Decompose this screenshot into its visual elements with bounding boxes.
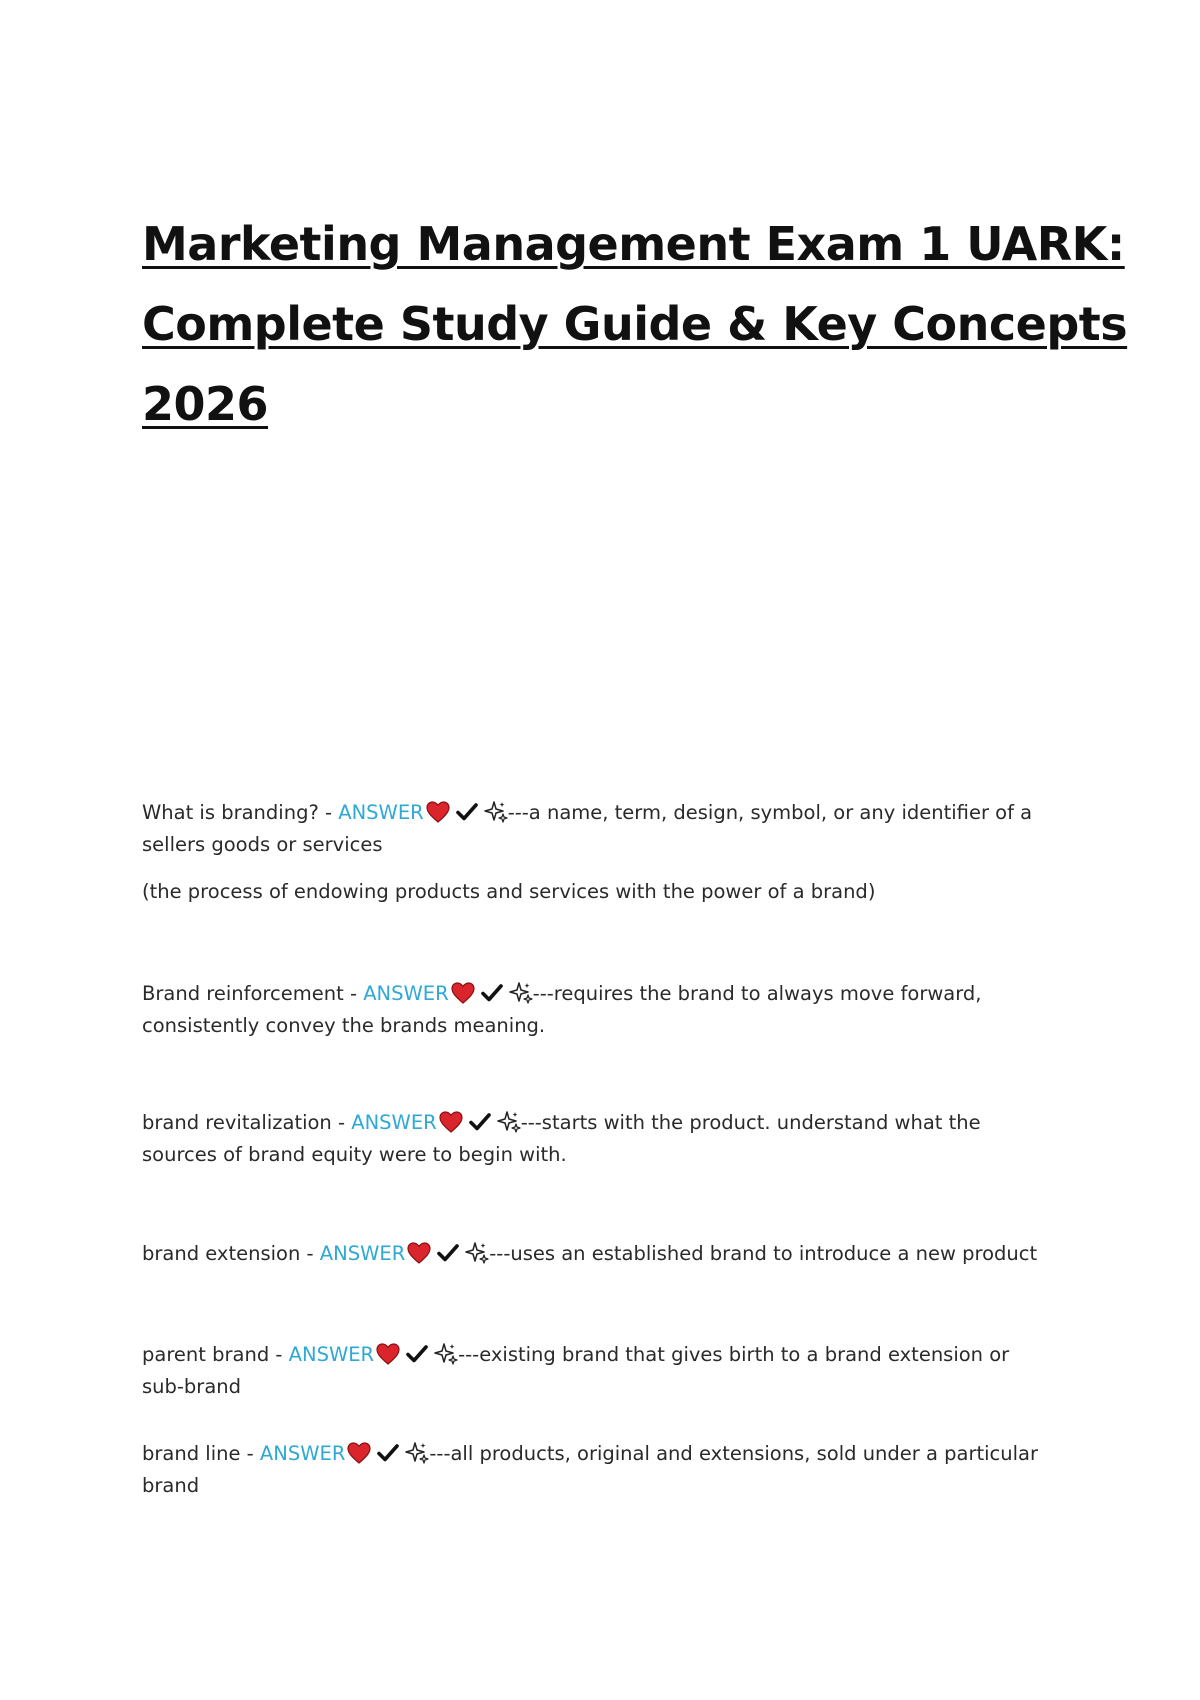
check-icon <box>456 802 478 822</box>
sparkle-icon <box>509 981 533 1005</box>
entry-term: brand revitalization - <box>142 1111 352 1134</box>
sparkle-icon <box>497 1110 521 1134</box>
title-line-1: Marketing Management Exam 1 UARK: <box>142 217 1125 271</box>
check-icon <box>406 1344 428 1364</box>
heart-icon <box>347 1442 371 1464</box>
qa-entry <box>142 1339 1047 1403</box>
heart-icon <box>407 1242 431 1264</box>
entry-term: parent brand - <box>142 1343 289 1366</box>
heart-icon <box>426 801 450 823</box>
answer-label: ANSWER <box>319 1242 406 1265</box>
qa-entry <box>142 1238 1047 1270</box>
sparkle-icon <box>484 800 508 824</box>
answer-label: ANSWER <box>338 801 424 824</box>
heart-icon <box>451 982 475 1004</box>
branding-note: (the process of endowing products and services with the power of a brand) <box>142 880 876 903</box>
qa-entry <box>142 978 1047 1042</box>
answer-label: ANSWER <box>288 1343 375 1366</box>
qa-entry <box>142 797 1047 861</box>
entry-term: What is branding? - <box>142 801 339 824</box>
document-title <box>142 204 1128 444</box>
entry-definition: ---existing brand that gives birth to a brand extension or sub-brand <box>142 1343 1010 1398</box>
qa-entry <box>142 1438 1047 1502</box>
heart-icon <box>376 1343 400 1365</box>
sparkle-icon <box>465 1241 489 1265</box>
title-line-2: Complete Study Guide & Key Concepts <box>142 297 1128 351</box>
check-icon <box>437 1243 459 1263</box>
heart-icon <box>439 1111 463 1133</box>
check-icon <box>377 1443 399 1463</box>
entry-term: brand extension - <box>142 1242 320 1265</box>
answer-label: ANSWER <box>351 1111 437 1134</box>
answer-label: ANSWER <box>259 1442 346 1465</box>
sparkle-icon <box>434 1342 458 1366</box>
entry-definition: ---requires the brand to always move forward, consistently convey the brands meaning. <box>142 982 982 1037</box>
entry-term: brand line - <box>142 1442 260 1465</box>
sparkle-icon <box>405 1441 429 1465</box>
entry-definition: ---all products, original and extensions, sold under a particular brand <box>142 1442 1039 1497</box>
entry-definition: ---a name, term, design, symbol, or any identifier of a sellers goods or services <box>142 801 1033 856</box>
entry-definition: ---uses an established brand to introduce a new product <box>489 1242 1038 1265</box>
check-icon <box>481 983 503 1003</box>
title-line-3: 2026 <box>142 377 269 431</box>
entry-term: Brand reinforcement - <box>142 982 364 1005</box>
answer-label: ANSWER <box>363 982 449 1005</box>
entry-definition: ---starts with the product. understand what the sources of brand equity were to begin with. <box>142 1111 981 1166</box>
qa-entry <box>142 1107 1047 1171</box>
check-icon <box>469 1112 491 1132</box>
